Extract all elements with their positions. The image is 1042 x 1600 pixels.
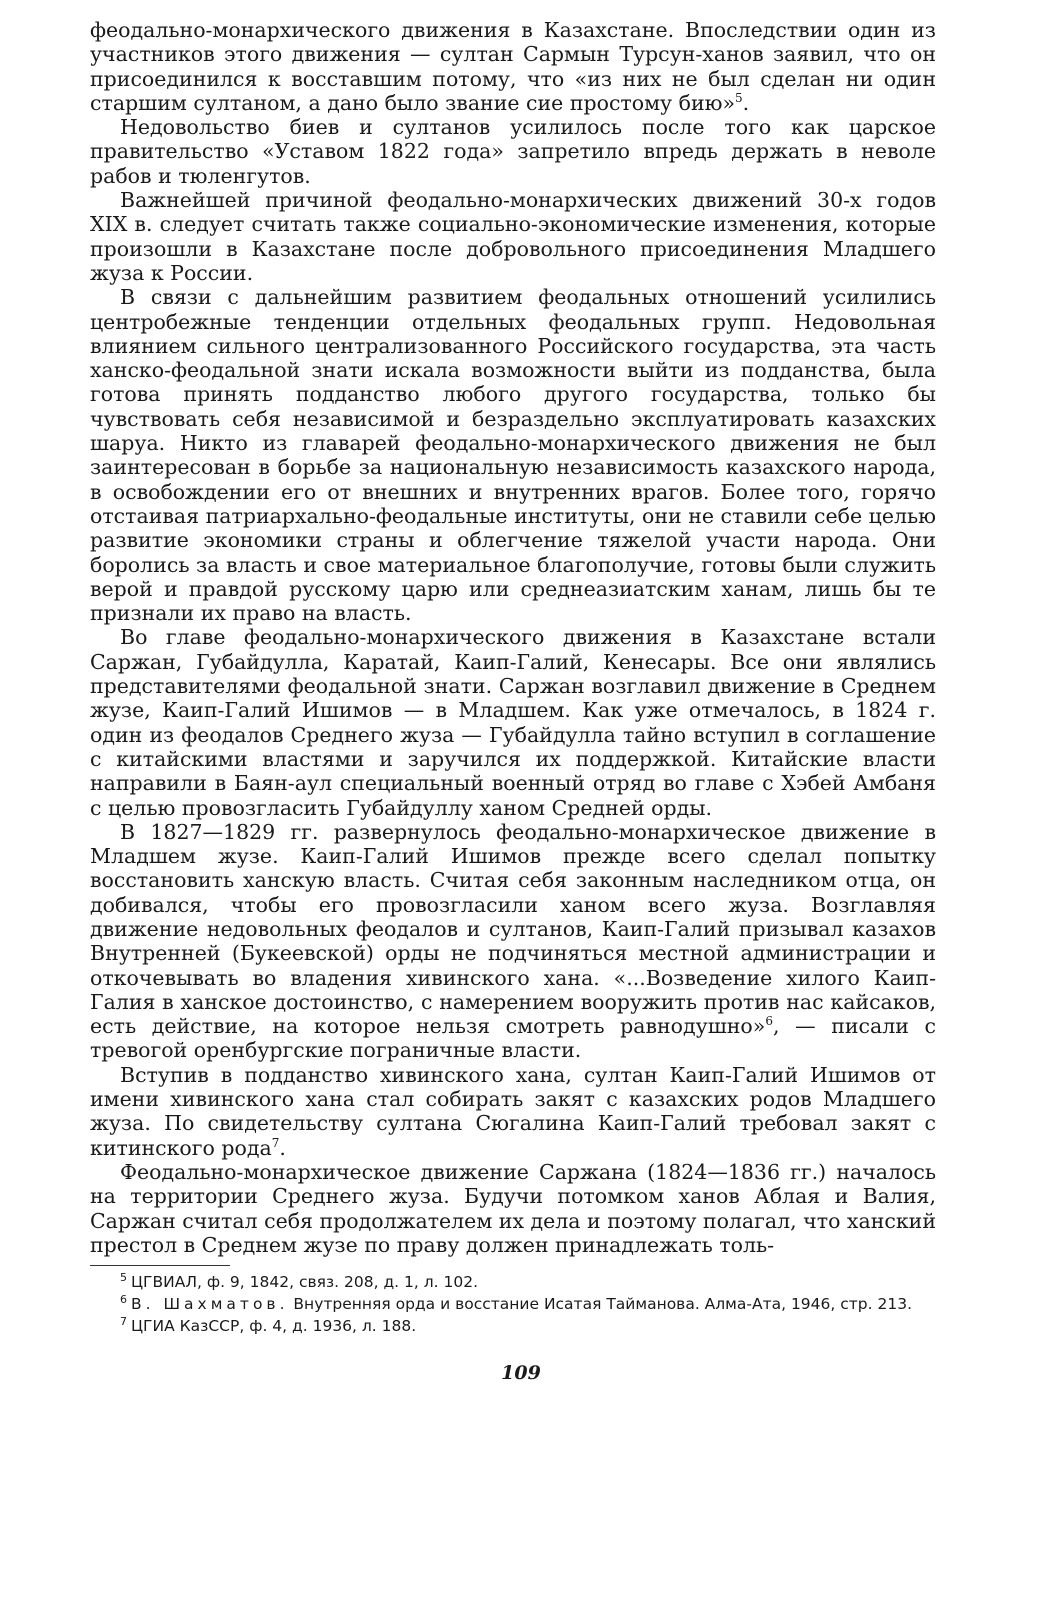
footnote	[90, 1271, 936, 1293]
paragraph-text: Вступив в подданство хивинского хана, султан Каип-Галий Ишимов от имени хивинского хана стал собирать закят с казахских родов Младшего жуза. По свидетельству султана Сюгалина Каип-Галий требовал закят с китинского рода	[90, 1062, 936, 1160]
paragraph-tail: .	[279, 1135, 286, 1160]
paragraph-text: В 1827—1829 гг. развернулось феодально-монархическое движение в Младшем жузе. Каип-Галий Ишимов прежде всего сделал попытку восстановить ханскую власть. Считая себя законным наследником отца, он добивался, чтобы его провозгласили ханом всего жуза. Возглавляя движение недовольных феодалов и султанов, Каип-Галий призывал казахов Внутренней (Букеевской) орды не подчиняться местной администрации и откочевывать во владения хивинского хана. «...Возведение хилого Каип-Галия в ханское достоинство, с намерением вооружить против нас кайсаков, есть действие, на которое нельзя смотреть равнодушно»	[90, 819, 936, 1039]
paragraph-text: Недовольство биев и султанов усилилось после того как царское правительство «Уставом 1822 года» запретило впредь держать в неволе рабов и тюленгутов.	[90, 115, 936, 188]
footnotes	[90, 1271, 936, 1337]
footnote-text: Внутренняя орда и восстание Исатая Тайманова. Алма-Ата, 1946, стр. 213.	[288, 1295, 913, 1313]
paragraph	[90, 188, 936, 285]
paragraph-text: Важнейшей причиной феодально-монархических движений 30-х годов XIX в. следует считать также социально-экономические изменения, которые произошли в Казахстане после добровольного присоединения Младшего жуза к России.	[90, 188, 936, 285]
paragraph	[90, 285, 936, 625]
main-text	[90, 18, 936, 1257]
footnote	[90, 1293, 936, 1315]
paragraph-text: феодально-монархического движения в Казахстане. Впоследствии один из участников этого движения — султан Сармын Турсун-ханов заявил, что он присоединился к восставшим потому, что «из них не был сделан ни один старшим султаном, а дано было звание сие простому бию»	[90, 18, 936, 115]
paragraph	[90, 820, 936, 1063]
page-number: 109	[501, 1362, 541, 1384]
paragraph	[90, 1160, 936, 1257]
paragraph-text: Феодально-монархическое движение Саржана (1824—1836 гг.) началось на территории Среднего жуза. Будучи потомком ханов Аблая и Валия, Саржан считал себя продолжателем их дела и поэтому полагал, что ханский престол в Среднем жузе по праву должен принадлежать толь-	[90, 1159, 936, 1257]
footnote-text: ЦГВИАЛ, ф. 9, 1842, связ. 208, д. 1, л. 102.	[131, 1273, 479, 1291]
footnote-ref: 5	[735, 91, 743, 106]
footnote-divider	[90, 1265, 230, 1266]
paragraph-text: В связи с дальнейшим развитием феодальных отношений усилились центробежные тенденции отдельных феодальных групп. Недовольная влиянием сильного централизованного Российского государства, эта часть ханско-феодальной знати искала возможности выйти из подданства, была готова принять подданство любого другого государства, только бы чувствовать себя независимой и безраздельно эксплуатировать казахских шаруа. Никто из главарей феодально-монархического движения не был заинтересован в борьбе за национальную независимость казахского народа, в освобождении его от внешних и внутренних врагов. Более того, горячо отстаивая патриархально-феодальные институты, они не ставили себе целью развитие экономики страны и облегчение тяжелой участи народа. Они боролись за власть и свое материальное благополучие, готовы были служить верой и правдой русскому царю или среднеазиатским ханам, лишь бы те признали их право на власть.	[90, 285, 936, 626]
footnote-ref: 6	[765, 1014, 773, 1029]
paragraph	[90, 1063, 936, 1160]
footnote-number: 5	[120, 1270, 127, 1284]
paragraph	[90, 115, 936, 188]
paragraph-tail: , — писали с тревогой оренбургские пограничные власти.	[90, 1014, 937, 1063]
footnote-number: 6	[120, 1292, 127, 1306]
footnote-number: 7	[120, 1314, 127, 1328]
paragraph	[90, 18, 936, 115]
paragraph	[90, 625, 936, 819]
footnote-ref: 7	[271, 1135, 280, 1150]
footnote-author: В. Шахматов.	[131, 1295, 289, 1313]
paragraph-tail: .	[742, 90, 750, 115]
paragraph-text: Во главе феодально-монархического движения в Казахстане встали Саржан, Губайдулла, Каратай, Каип-Галий, Кенесары. Все они являлись представителями феодальной знати. Саржан возглавил движение в Среднем жузе, Каип-Галий Ишимов — в Младшем. Как уже отмечалось, в 1824 г. один из феодалов Среднего жуза — Губайдулла тайно вступил в соглашение с китайскими властями и заручился их поддержкой. Китайские власти направили в Баян-аул специальный военный отряд во главе с Хэбей Амбаня с целью провозгласить Губайдуллу ханом Средней орды.	[90, 625, 936, 820]
footnote-text: ЦГИА КазССР, ф. 4, д. 1936, л. 188.	[131, 1317, 417, 1335]
footnote	[90, 1315, 936, 1337]
